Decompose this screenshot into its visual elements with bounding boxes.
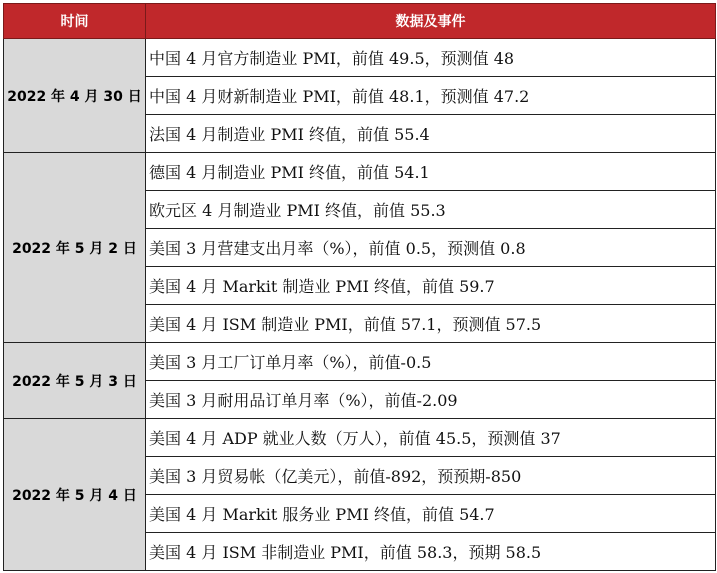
event-cell: 美国 4 月 Markit 服务业 PMI 终值，前值 54.7 (146, 495, 716, 533)
header-events: 数据及事件 (146, 4, 716, 39)
date-cell: 2022 年 5 月 2 日 (4, 153, 146, 343)
event-cell: 中国 4 月官方制造业 PMI，前值 49.5，预测值 48 (146, 39, 716, 77)
event-cell: 美国 4 月 Markit 制造业 PMI 终值，前值 59.7 (146, 267, 716, 305)
date-cell: 2022 年 5 月 3 日 (4, 343, 146, 419)
events-body (4, 39, 716, 571)
event-cell: 美国 4 月 ISM 非制造业 PMI，前值 58.3，预期 58.5 (146, 533, 716, 571)
header-row (4, 4, 716, 39)
header-time: 时间 (4, 4, 146, 39)
table-row (4, 419, 716, 457)
table-row (4, 343, 716, 381)
events-table (3, 3, 716, 571)
event-cell: 美国 3 月耐用品订单月率（%），前值-2.09 (146, 381, 716, 419)
event-cell: 欧元区 4 月制造业 PMI 终值，前值 55.3 (146, 191, 716, 229)
date-cell: 2022 年 5 月 4 日 (4, 419, 146, 571)
event-cell: 德国 4 月制造业 PMI 终值，前值 54.1 (146, 153, 716, 191)
date-cell: 2022 年 4 月 30 日 (4, 39, 146, 153)
event-cell: 美国 3 月营建支出月率（%），前值 0.5，预测值 0.8 (146, 229, 716, 267)
event-cell: 美国 3 月工厂订单月率（%），前值-0.5 (146, 343, 716, 381)
event-cell: 美国 4 月 ISM 制造业 PMI，前值 57.1，预测值 57.5 (146, 305, 716, 343)
event-cell: 美国 3 月贸易帐（亿美元），前值-892，预预期-850 (146, 457, 716, 495)
event-cell: 法国 4 月制造业 PMI 终值，前值 55.4 (146, 115, 716, 153)
table-row (4, 153, 716, 191)
event-cell: 美国 4 月 ADP 就业人数（万人），前值 45.5，预测值 37 (146, 419, 716, 457)
event-cell: 中国 4 月财新制造业 PMI，前值 48.1，预测值 47.2 (146, 77, 716, 115)
table-row (4, 39, 716, 77)
